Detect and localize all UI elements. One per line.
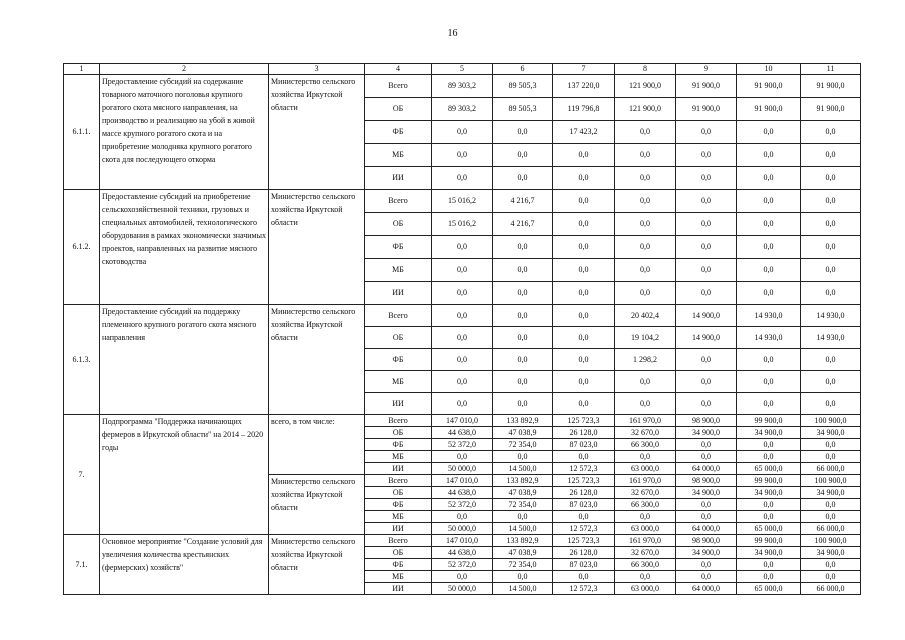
column-header: 6 [493, 64, 553, 75]
value-cell: 12 572,3 [553, 583, 615, 595]
value-cell: 91 900,0 [737, 98, 801, 121]
value-cell: 0,0 [801, 571, 861, 583]
value-cell: 72 354,0 [493, 499, 553, 511]
value-cell: 0,0 [737, 559, 801, 571]
value-cell: 63 000,0 [615, 463, 676, 475]
value-cell: 0,0 [737, 167, 801, 190]
value-cell: 0,0 [676, 190, 737, 213]
value-cell: 147 010,0 [432, 535, 493, 547]
value-cell: 14 930,0 [737, 305, 801, 327]
value-cell: 161 970,0 [615, 535, 676, 547]
value-cell: 87 023,0 [553, 559, 615, 571]
value-cell: 0,0 [737, 282, 801, 305]
value-cell: 137 220,0 [553, 75, 615, 98]
funding-source: Всего [365, 190, 432, 213]
value-cell: 98 900,0 [676, 475, 737, 487]
funding-source: ОБ [365, 98, 432, 121]
item-code: 7. [64, 415, 100, 535]
funding-source: Всего [365, 305, 432, 327]
value-cell: 89 303,2 [432, 98, 493, 121]
value-cell: 0,0 [432, 393, 493, 415]
value-cell: 89 505,3 [493, 75, 553, 98]
value-cell: 0,0 [432, 167, 493, 190]
value-cell: 34 900,0 [801, 487, 861, 499]
funding-source: ИИ [365, 583, 432, 595]
value-cell: 14 900,0 [676, 327, 737, 349]
value-cell: 32 670,0 [615, 427, 676, 439]
value-cell: 0,0 [737, 144, 801, 167]
value-cell: 91 900,0 [801, 98, 861, 121]
value-cell: 52 372,0 [432, 439, 493, 451]
value-cell: 133 892,9 [493, 415, 553, 427]
item-name: Предоставление субсидий на поддержку племенного крупного рогатого скота мясного направления [100, 305, 269, 415]
column-header: 2 [100, 64, 269, 75]
value-cell: 0,0 [737, 451, 801, 463]
value-cell: 0,0 [432, 349, 493, 371]
value-cell: 0,0 [676, 499, 737, 511]
value-cell: 0,0 [676, 371, 737, 393]
value-cell: 0,0 [615, 236, 676, 259]
value-cell: 12 572,3 [553, 523, 615, 535]
value-cell: 0,0 [493, 571, 553, 583]
value-cell: 66 300,0 [615, 559, 676, 571]
value-cell: 0,0 [737, 236, 801, 259]
value-cell: 98 900,0 [676, 415, 737, 427]
executor: Министерство сельского хозяйства Иркутской области [269, 305, 365, 415]
value-cell: 0,0 [676, 559, 737, 571]
value-cell: 0,0 [493, 121, 553, 144]
value-cell: 0,0 [801, 439, 861, 451]
value-cell: 0,0 [553, 167, 615, 190]
funding-source: Всего [365, 415, 432, 427]
value-cell: 0,0 [553, 393, 615, 415]
value-cell: 161 970,0 [615, 475, 676, 487]
value-cell: 34 900,0 [676, 487, 737, 499]
value-cell: 72 354,0 [493, 439, 553, 451]
value-cell: 0,0 [676, 121, 737, 144]
value-cell: 0,0 [737, 393, 801, 415]
value-cell: 0,0 [615, 190, 676, 213]
value-cell: 0,0 [493, 327, 553, 349]
value-cell: 34 900,0 [676, 547, 737, 559]
funding-source: ИИ [365, 523, 432, 535]
funding-source: МБ [365, 259, 432, 282]
value-cell: 0,0 [801, 393, 861, 415]
funding-source: ОБ [365, 487, 432, 499]
value-cell: 0,0 [801, 349, 861, 371]
value-cell: 0,0 [676, 144, 737, 167]
value-cell: 0,0 [737, 371, 801, 393]
value-cell: 34 900,0 [737, 547, 801, 559]
value-cell: 1 298,2 [615, 349, 676, 371]
value-cell: 47 038,9 [493, 547, 553, 559]
value-cell: 0,0 [737, 259, 801, 282]
value-cell: 0,0 [553, 305, 615, 327]
funding-source: МБ [365, 144, 432, 167]
value-cell: 91 900,0 [801, 75, 861, 98]
column-header: 4 [365, 64, 432, 75]
value-cell: 133 892,9 [493, 475, 553, 487]
value-cell: 4 216,7 [493, 190, 553, 213]
funding-source: Всего [365, 535, 432, 547]
value-cell: 0,0 [676, 236, 737, 259]
value-cell: 66 000,0 [801, 583, 861, 595]
value-cell: 0,0 [553, 327, 615, 349]
funding-source: ФБ [365, 499, 432, 511]
value-cell: 0,0 [493, 144, 553, 167]
funding-source: ОБ [365, 547, 432, 559]
value-cell: 44 638,0 [432, 427, 493, 439]
column-header: 5 [432, 64, 493, 75]
value-cell: 0,0 [553, 511, 615, 523]
value-cell: 0,0 [553, 144, 615, 167]
value-cell: 0,0 [615, 511, 676, 523]
value-cell: 0,0 [615, 571, 676, 583]
value-cell: 0,0 [432, 259, 493, 282]
value-cell: 34 900,0 [801, 427, 861, 439]
value-cell: 0,0 [676, 349, 737, 371]
table-row [64, 305, 861, 327]
value-cell: 14 500,0 [493, 523, 553, 535]
funding-source: ИИ [365, 393, 432, 415]
value-cell: 100 900,0 [801, 535, 861, 547]
value-cell: 20 402,4 [615, 305, 676, 327]
value-cell: 32 670,0 [615, 547, 676, 559]
item-code: 6.1.2. [64, 190, 100, 305]
value-cell: 17 423,2 [553, 121, 615, 144]
value-cell: 15 016,2 [432, 190, 493, 213]
executor: всего, в том числе: [269, 415, 365, 475]
value-cell: 121 900,0 [615, 98, 676, 121]
value-cell: 0,0 [553, 259, 615, 282]
item-name: Предоставление субсидий на приобретение сельскохозяйственной техники, грузовых и специальных автомобилей, технологического оборудования в рамках экономически значимых проектов, направленных на развитие мясного скотоводства [100, 190, 269, 305]
value-cell: 63 000,0 [615, 523, 676, 535]
value-cell: 87 023,0 [553, 499, 615, 511]
value-cell: 0,0 [615, 371, 676, 393]
value-cell: 66 000,0 [801, 523, 861, 535]
value-cell: 4 216,7 [493, 213, 553, 236]
value-cell: 12 572,3 [553, 463, 615, 475]
value-cell: 14 500,0 [493, 583, 553, 595]
value-cell: 0,0 [801, 511, 861, 523]
value-cell: 100 900,0 [801, 415, 861, 427]
value-cell: 0,0 [432, 121, 493, 144]
value-cell: 125 723,3 [553, 415, 615, 427]
value-cell: 26 128,0 [553, 487, 615, 499]
value-cell: 14 900,0 [676, 305, 737, 327]
value-cell: 63 000,0 [615, 583, 676, 595]
value-cell: 34 900,0 [676, 427, 737, 439]
value-cell: 98 900,0 [676, 535, 737, 547]
value-cell: 0,0 [737, 121, 801, 144]
funding-source: ФБ [365, 236, 432, 259]
value-cell: 34 900,0 [737, 487, 801, 499]
value-cell: 0,0 [553, 236, 615, 259]
header-row [64, 64, 861, 75]
funding-source: МБ [365, 511, 432, 523]
value-cell: 161 970,0 [615, 415, 676, 427]
value-cell: 0,0 [432, 571, 493, 583]
value-cell: 0,0 [553, 213, 615, 236]
value-cell: 0,0 [615, 213, 676, 236]
funding-source: МБ [365, 371, 432, 393]
value-cell: 99 900,0 [737, 415, 801, 427]
column-header: 9 [676, 64, 737, 75]
value-cell: 0,0 [801, 190, 861, 213]
value-cell: 15 016,2 [432, 213, 493, 236]
value-cell: 100 900,0 [801, 475, 861, 487]
value-cell: 0,0 [801, 213, 861, 236]
item-name: Предоставление субсидий на содержание товарного маточного поголовья крупного рогатого скота мясного направления, на производство и реализацию на убой в живой массе крупного рогатого скота и на приобретение молодняка крупного рогатого скота для последующего откорма [100, 75, 269, 190]
value-cell: 99 900,0 [737, 475, 801, 487]
value-cell: 65 000,0 [737, 463, 801, 475]
value-cell: 0,0 [493, 511, 553, 523]
value-cell: 0,0 [493, 167, 553, 190]
value-cell: 0,0 [493, 451, 553, 463]
value-cell: 0,0 [493, 259, 553, 282]
value-cell: 0,0 [737, 213, 801, 236]
value-cell: 0,0 [553, 190, 615, 213]
value-cell: 0,0 [553, 571, 615, 583]
value-cell: 119 796,8 [553, 98, 615, 121]
value-cell: 0,0 [801, 451, 861, 463]
executor: Министерство сельского хозяйства Иркутской области [269, 535, 365, 595]
value-cell: 32 670,0 [615, 487, 676, 499]
table-row [64, 190, 861, 213]
value-cell: 44 638,0 [432, 547, 493, 559]
column-header: 8 [615, 64, 676, 75]
value-cell: 0,0 [432, 236, 493, 259]
value-cell: 50 000,0 [432, 583, 493, 595]
value-cell: 0,0 [676, 451, 737, 463]
value-cell: 0,0 [615, 121, 676, 144]
value-cell: 26 128,0 [553, 547, 615, 559]
value-cell: 0,0 [493, 393, 553, 415]
value-cell: 0,0 [432, 305, 493, 327]
value-cell: 0,0 [676, 259, 737, 282]
value-cell: 0,0 [737, 349, 801, 371]
executor: Министерство сельского хозяйства Иркутской области [269, 475, 365, 535]
value-cell: 0,0 [493, 371, 553, 393]
funding-source: ОБ [365, 327, 432, 349]
funding-source: Всего [365, 475, 432, 487]
item-code: 7.1. [64, 535, 100, 595]
value-cell: 99 900,0 [737, 535, 801, 547]
value-cell: 147 010,0 [432, 475, 493, 487]
value-cell: 91 900,0 [676, 75, 737, 98]
value-cell: 0,0 [676, 213, 737, 236]
value-cell: 0,0 [737, 511, 801, 523]
value-cell: 64 000,0 [676, 583, 737, 595]
value-cell: 66 300,0 [615, 499, 676, 511]
value-cell: 0,0 [493, 349, 553, 371]
value-cell: 52 372,0 [432, 559, 493, 571]
funding-source: ИИ [365, 463, 432, 475]
value-cell: 125 723,3 [553, 535, 615, 547]
value-cell: 0,0 [676, 571, 737, 583]
value-cell: 0,0 [615, 259, 676, 282]
value-cell: 87 023,0 [553, 439, 615, 451]
funding-source: МБ [365, 571, 432, 583]
value-cell: 0,0 [801, 559, 861, 571]
value-cell: 125 723,3 [553, 475, 615, 487]
value-cell: 0,0 [432, 282, 493, 305]
value-cell: 50 000,0 [432, 523, 493, 535]
funding-source: ИИ [365, 282, 432, 305]
item-name: Подпрограмма "Поддержка начинающих фермеров в Иркутской области" на 2014 – 2020 годы [100, 415, 269, 535]
value-cell: 14 930,0 [801, 327, 861, 349]
value-cell: 0,0 [615, 167, 676, 190]
value-cell: 0,0 [432, 511, 493, 523]
value-cell: 14 500,0 [493, 463, 553, 475]
value-cell: 91 900,0 [676, 98, 737, 121]
value-cell: 89 505,3 [493, 98, 553, 121]
table-row [64, 535, 861, 547]
value-cell: 65 000,0 [737, 583, 801, 595]
value-cell: 66 000,0 [801, 463, 861, 475]
funding-source: ИИ [365, 167, 432, 190]
funding-source: ФБ [365, 121, 432, 144]
value-cell: 0,0 [737, 499, 801, 511]
item-code: 6.1.1. [64, 75, 100, 190]
value-cell: 147 010,0 [432, 415, 493, 427]
page-number: 16 [447, 28, 458, 39]
value-cell: 0,0 [737, 571, 801, 583]
value-cell: 91 900,0 [737, 75, 801, 98]
value-cell: 0,0 [493, 236, 553, 259]
value-cell: 0,0 [553, 282, 615, 305]
value-cell: 0,0 [676, 511, 737, 523]
value-cell: 26 128,0 [553, 427, 615, 439]
funding-source: ОБ [365, 427, 432, 439]
budget-table [63, 63, 861, 595]
funding-source: ОБ [365, 213, 432, 236]
value-cell: 66 300,0 [615, 439, 676, 451]
value-cell: 0,0 [432, 371, 493, 393]
value-cell: 0,0 [737, 439, 801, 451]
value-cell: 0,0 [432, 451, 493, 463]
value-cell: 0,0 [801, 259, 861, 282]
value-cell: 14 930,0 [801, 305, 861, 327]
value-cell: 0,0 [801, 371, 861, 393]
funding-source: МБ [365, 451, 432, 463]
value-cell: 0,0 [676, 282, 737, 305]
value-cell: 47 038,9 [493, 487, 553, 499]
funding-source: Всего [365, 75, 432, 98]
value-cell: 0,0 [553, 349, 615, 371]
funding-source: ФБ [365, 439, 432, 451]
executor: Министерство сельского хозяйства Иркутской области [269, 190, 365, 305]
value-cell: 34 900,0 [801, 547, 861, 559]
value-cell: 72 354,0 [493, 559, 553, 571]
funding-source: ФБ [365, 559, 432, 571]
value-cell: 50 000,0 [432, 463, 493, 475]
column-header: 11 [801, 64, 861, 75]
value-cell: 0,0 [801, 144, 861, 167]
executor: Министерство сельского хозяйства Иркутской области [269, 75, 365, 190]
value-cell: 133 892,9 [493, 535, 553, 547]
value-cell: 65 000,0 [737, 523, 801, 535]
column-header: 10 [737, 64, 801, 75]
value-cell: 44 638,0 [432, 487, 493, 499]
value-cell: 0,0 [737, 190, 801, 213]
value-cell: 0,0 [615, 451, 676, 463]
value-cell: 64 000,0 [676, 463, 737, 475]
value-cell: 0,0 [553, 371, 615, 393]
value-cell: 0,0 [493, 282, 553, 305]
value-cell: 0,0 [615, 282, 676, 305]
value-cell: 89 303,2 [432, 75, 493, 98]
value-cell: 0,0 [553, 451, 615, 463]
value-cell: 121 900,0 [615, 75, 676, 98]
column-header: 7 [553, 64, 615, 75]
value-cell: 64 000,0 [676, 523, 737, 535]
value-cell: 0,0 [432, 144, 493, 167]
table-row [64, 415, 861, 427]
value-cell: 0,0 [801, 236, 861, 259]
item-name: Основное мероприятие "Создание условий для увеличения количества крестьянских (фермерских) хозяйств" [100, 535, 269, 595]
value-cell: 0,0 [615, 144, 676, 167]
value-cell: 34 900,0 [737, 427, 801, 439]
value-cell: 0,0 [676, 393, 737, 415]
value-cell: 0,0 [676, 439, 737, 451]
value-cell: 0,0 [801, 167, 861, 190]
funding-source: ФБ [365, 349, 432, 371]
column-header: 1 [64, 64, 100, 75]
value-cell: 0,0 [676, 167, 737, 190]
value-cell: 47 038,9 [493, 427, 553, 439]
column-header: 3 [269, 64, 365, 75]
value-cell: 0,0 [493, 305, 553, 327]
value-cell: 14 930,0 [737, 327, 801, 349]
table-row [64, 75, 861, 98]
value-cell: 0,0 [801, 499, 861, 511]
value-cell: 52 372,0 [432, 499, 493, 511]
value-cell: 0,0 [615, 393, 676, 415]
value-cell: 0,0 [432, 327, 493, 349]
value-cell: 19 104,2 [615, 327, 676, 349]
value-cell: 0,0 [801, 121, 861, 144]
value-cell: 0,0 [801, 282, 861, 305]
item-code: 6.1.3. [64, 305, 100, 415]
